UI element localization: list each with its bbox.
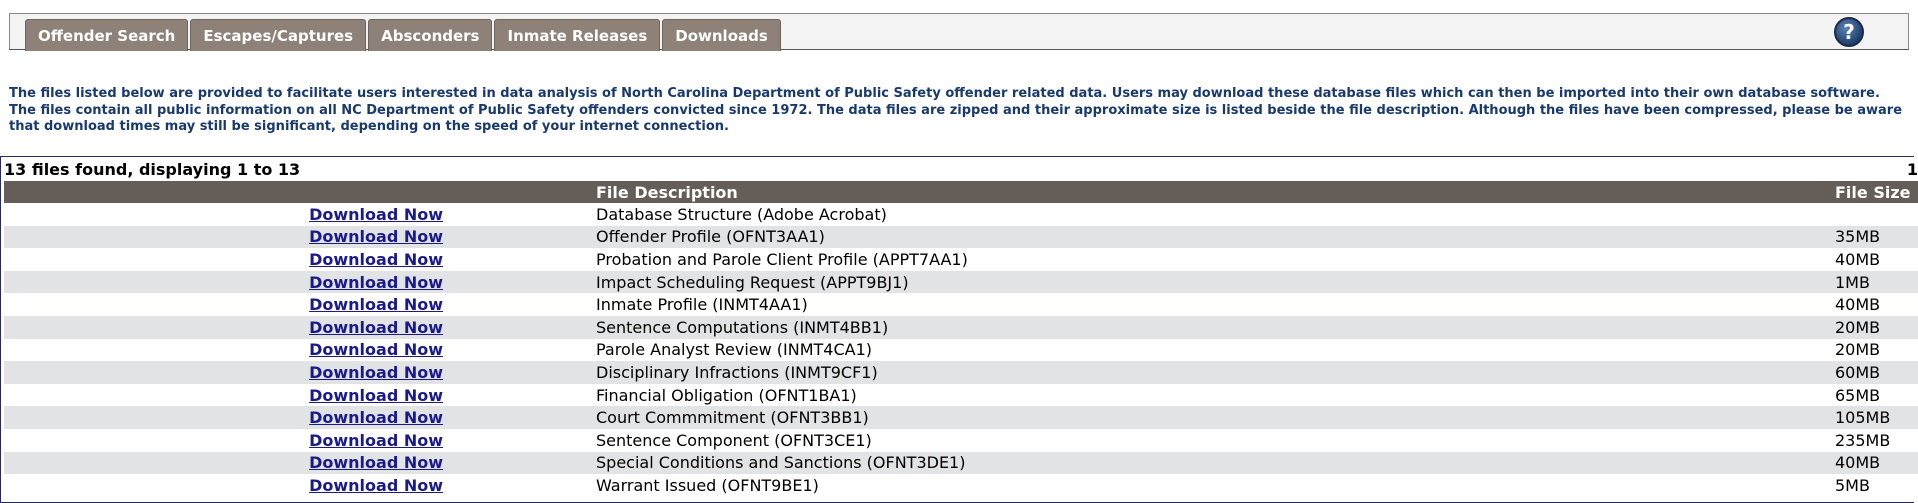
table-row — [4, 452, 1918, 475]
download-cell — [4, 429, 593, 452]
file-description: Special Conditions and Sanctions (OFNT3DE1) — [593, 452, 1832, 475]
file-size: 40MB — [1832, 293, 1918, 316]
file-size: 20MB — [1832, 316, 1918, 339]
download-now-link[interactable]: Download Now — [309, 430, 443, 450]
file-description: Sentence Component (OFNT3CE1) — [593, 429, 1832, 452]
file-size: 235MB — [1832, 429, 1918, 452]
file-description: Financial Obligation (OFNT1BA1) — [593, 384, 1832, 407]
download-cell — [4, 293, 593, 316]
file-description: Sentence Computations (INMT4BB1) — [593, 316, 1832, 339]
download-cell — [4, 271, 593, 294]
table-row — [4, 384, 1918, 407]
table-row — [4, 339, 1918, 362]
page-number[interactable]: 1 — [1906, 160, 1918, 179]
downloads-table — [4, 181, 1918, 497]
download-now-link[interactable]: Download Now — [309, 295, 443, 315]
download-now-link[interactable]: Download Now — [309, 340, 443, 360]
tab-inmate-releases[interactable]: Inmate Releases — [494, 19, 660, 51]
download-cell — [4, 203, 593, 226]
file-size: 105MB — [1832, 406, 1918, 429]
file-size: 60MB — [1832, 361, 1918, 384]
file-description: Warrant Issued (OFNT9BE1) — [593, 474, 1832, 497]
table-row — [4, 474, 1918, 497]
table-row — [4, 203, 1918, 226]
file-description: Offender Profile (OFNT3AA1) — [593, 226, 1832, 249]
download-cell — [4, 384, 593, 407]
table-row — [4, 429, 1918, 452]
tab-downloads[interactable]: Downloads — [662, 19, 781, 51]
download-now-link[interactable]: Download Now — [309, 408, 443, 428]
download-cell — [4, 474, 593, 497]
download-now-link[interactable]: Download Now — [309, 204, 443, 224]
download-cell — [4, 406, 593, 429]
download-cell — [4, 226, 593, 249]
file-description: Impact Scheduling Request (APPT9BJ1) — [593, 271, 1832, 294]
table-row — [4, 361, 1918, 384]
column-header-size: File Size — [1832, 181, 1918, 203]
file-description: Parole Analyst Review (INMT4CA1) — [593, 339, 1832, 362]
table-row — [4, 248, 1918, 271]
results-summary: 13 files found, displaying 1 to 13 — [4, 160, 301, 179]
tab-escapes-captures[interactable]: Escapes/Captures — [190, 19, 366, 51]
column-header-link — [4, 181, 593, 203]
download-cell — [4, 316, 593, 339]
download-now-link[interactable]: Download Now — [309, 453, 443, 473]
file-size: 40MB — [1832, 452, 1918, 475]
table-row — [4, 226, 1918, 249]
tab-offender-search[interactable]: Offender Search — [25, 19, 188, 51]
nav-tabs — [25, 19, 781, 51]
download-now-link[interactable]: Download Now — [309, 317, 443, 337]
download-cell — [4, 361, 593, 384]
download-cell — [4, 339, 593, 362]
file-size: 5MB — [1832, 474, 1918, 497]
table-row — [4, 316, 1918, 339]
file-description: Probation and Parole Client Profile (APPT7AA1) — [593, 248, 1832, 271]
file-size: 35MB — [1832, 226, 1918, 249]
file-size: 1MB — [1832, 271, 1918, 294]
download-now-link[interactable]: Download Now — [309, 475, 443, 495]
table-row — [4, 271, 1918, 294]
download-cell — [4, 248, 593, 271]
file-size: 40MB — [1832, 248, 1918, 271]
file-size: 65MB — [1832, 384, 1918, 407]
intro-text: The files listed below are provided to facilitate users interested in data analysis of North Carolina Department of Public Safety offender related data. Users may download these database files which can then be imported into their own database software. The files contain all public information on all NC Department of Public Safety offenders convicted since 1972. The data files are zipped and their approximate size is listed beside the file description. Although the files have been compressed, please be aware that download times may still be significant, depending on the speed of your internet connection. — [9, 86, 1903, 134]
download-now-link[interactable]: Download Now — [309, 385, 443, 405]
top-navigation-bar — [9, 13, 1909, 50]
file-description: Inmate Profile (INMT4AA1) — [593, 293, 1832, 316]
file-description: Database Structure (Adobe Acrobat) — [593, 203, 1832, 226]
download-now-link[interactable]: Download Now — [309, 362, 443, 382]
download-now-link[interactable]: Download Now — [309, 227, 443, 247]
download-cell — [4, 452, 593, 475]
download-now-link[interactable]: Download Now — [309, 272, 443, 292]
download-now-link[interactable]: Download Now — [309, 249, 443, 269]
file-description: Disciplinary Infractions (INMT9CF1) — [593, 361, 1832, 384]
tab-absconders[interactable]: Absconders — [368, 19, 492, 51]
table-row — [4, 293, 1918, 316]
file-description: Court Commmitment (OFNT3BB1) — [593, 406, 1832, 429]
help-icon[interactable]: ? — [1834, 17, 1864, 47]
table-row — [4, 406, 1918, 429]
file-size: 20MB — [1832, 339, 1918, 362]
file-size — [1832, 203, 1918, 226]
column-header-description: File Description — [593, 181, 1832, 203]
table-header-row — [4, 181, 1918, 203]
